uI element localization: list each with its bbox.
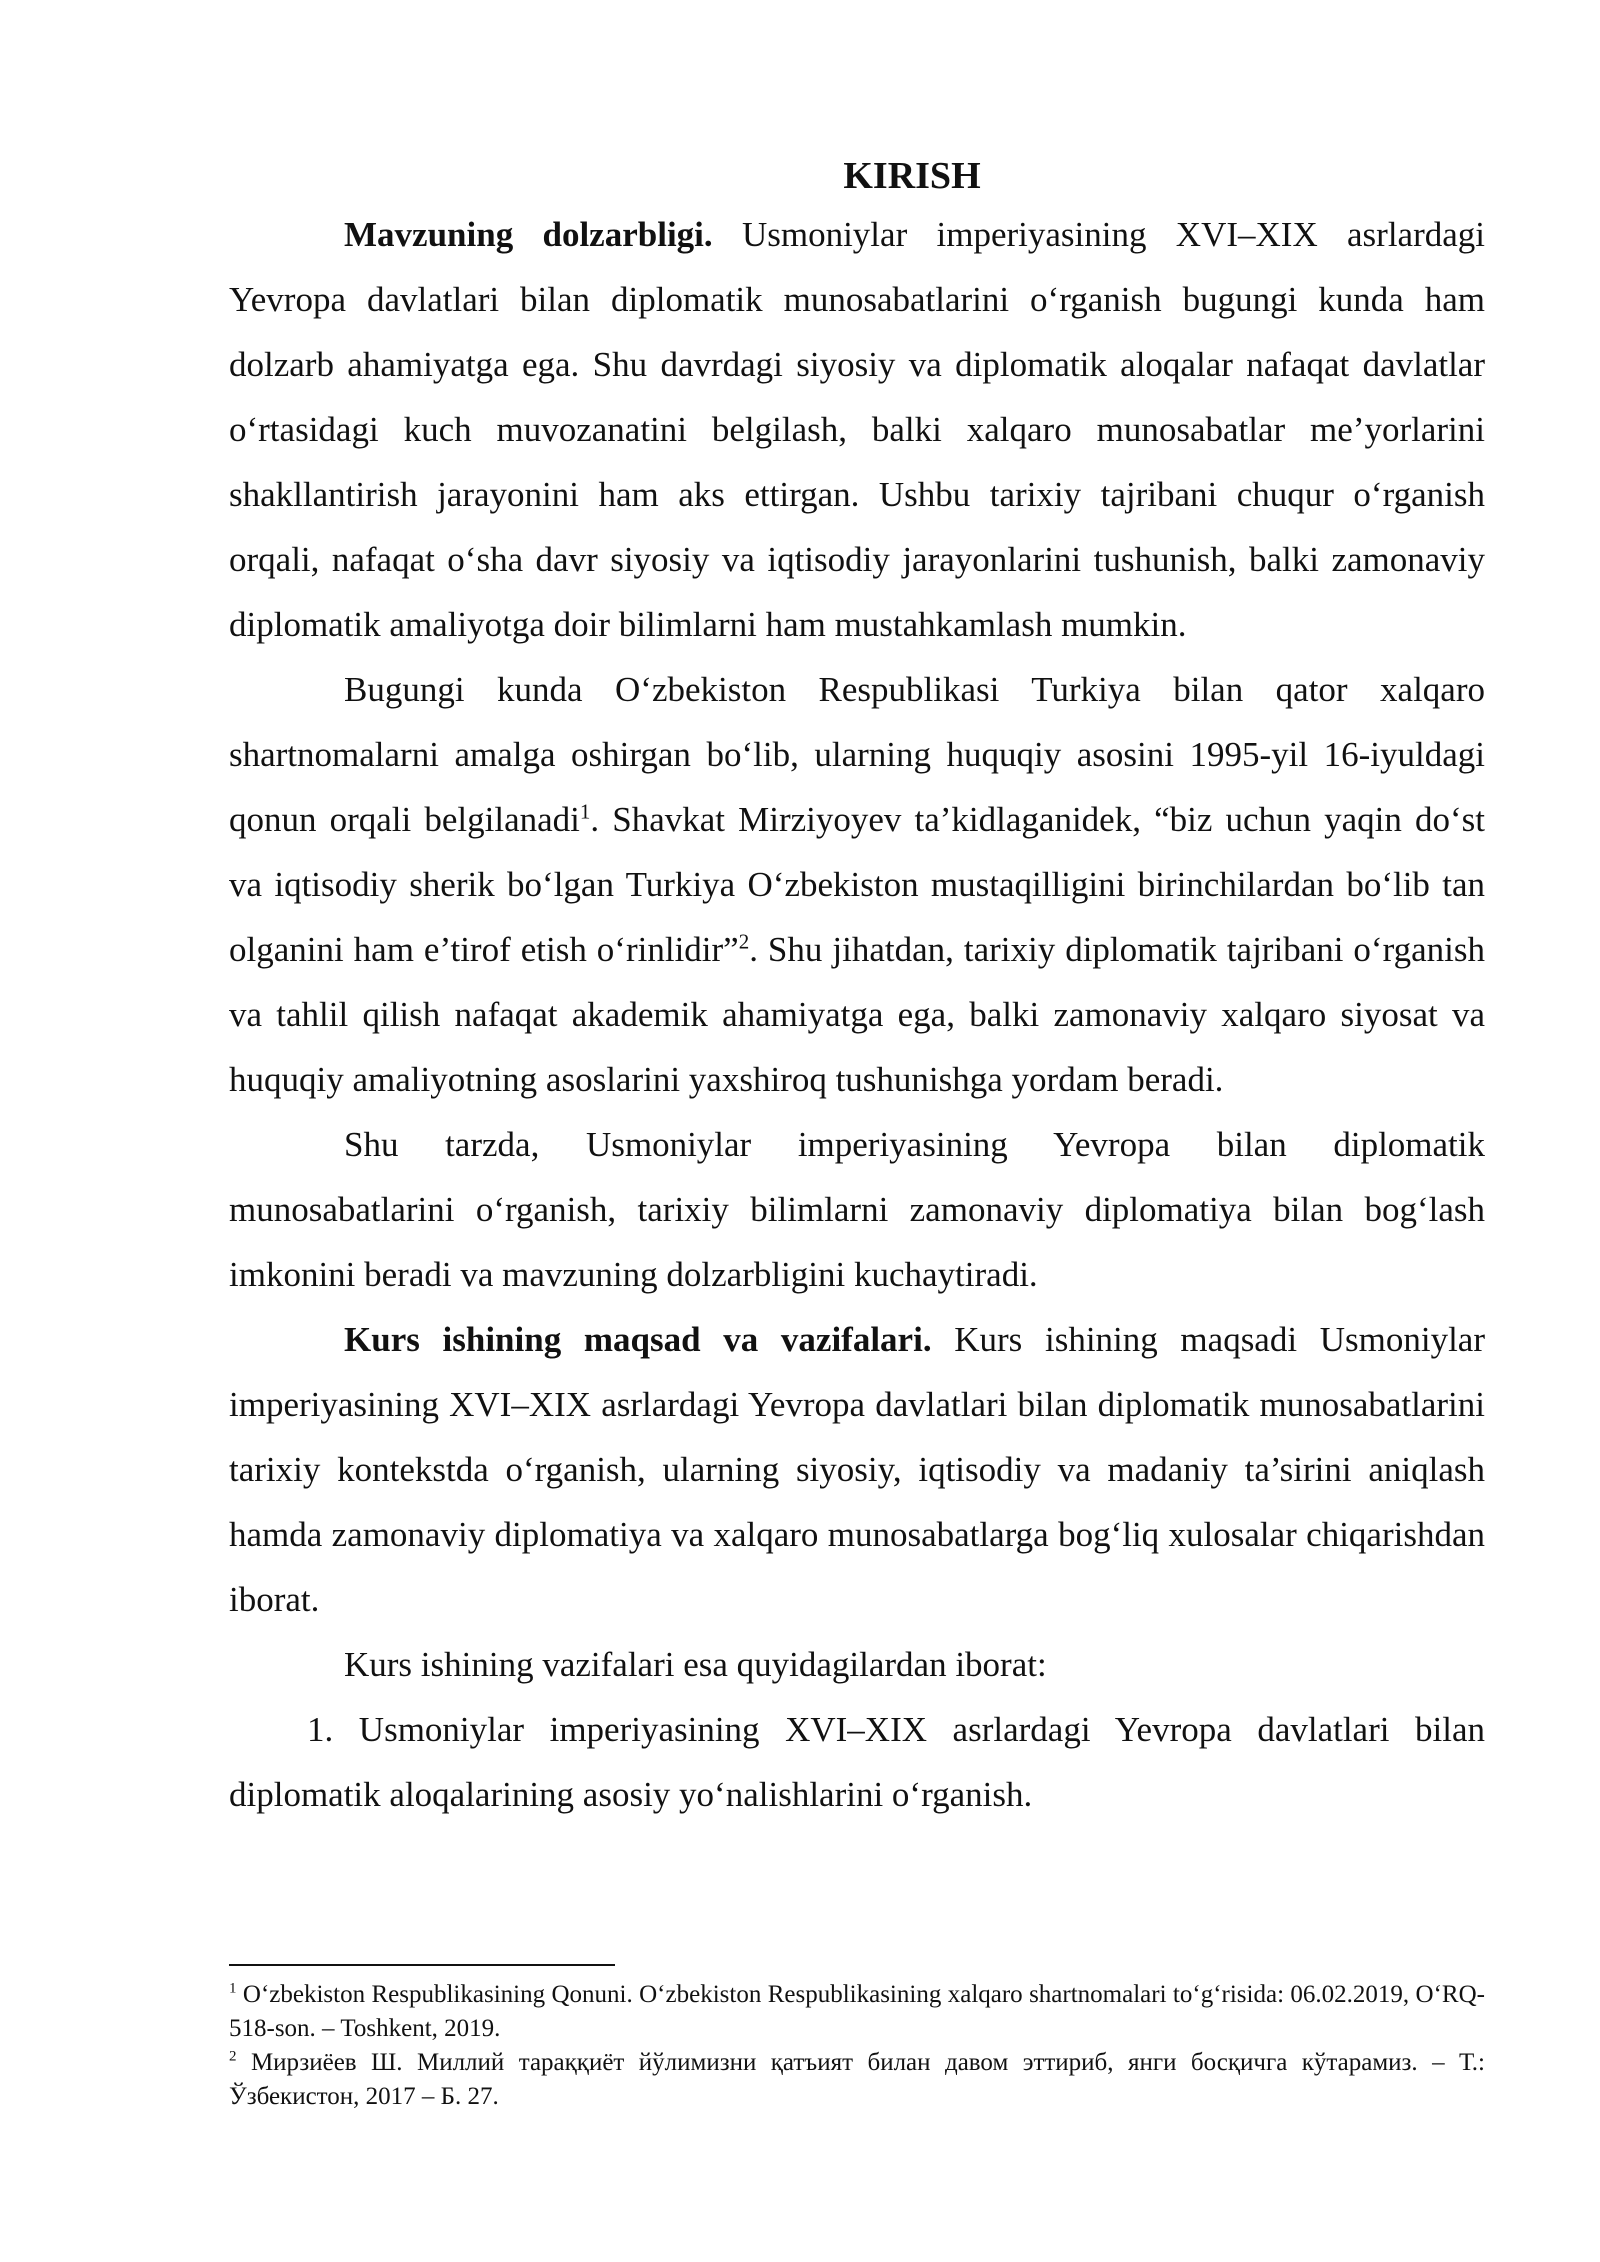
relevance-heading: Mavzuning dolzarbligi. [344, 215, 713, 254]
treaties-text-1: Bugungi kunda Oʻzbekiston Respublikasi Turkiya bilan qator xalqaro shartnomalarni amalga oshirgan boʻlib, ularning huquqiy asosini 1995-yil 16-iyuldagi qonun orqali belgilanadi [229, 670, 1485, 839]
page-title: KIRISH [843, 155, 981, 197]
footnote-ref-1[interactable]: 1 [579, 799, 591, 824]
goals-text: Kurs ishining maqsadi Usmoniylar imperiyasining XVI–XIX asrlardagi Yevropa davlatlari bilan diplomatik munosabatlarini tarixiy kontekstda oʻrganish, ularning siyosiy, iqtisodiy va madaniy ta’sirini aniqlash hamda zamonaviy diplomatiya va xalqaro munosabatlarga bogʻliq xulosalar chiqarishdan iborat. [229, 1320, 1485, 1619]
footnote-2-text: Мирзиёев Ш. Миллий тараққиёт йўлимизни қатъият билан давом эттириб, янги босқичга кўтарамиз. – Т.: Ўзбекистон, 2017 – Б. 27. [229, 2049, 1485, 2110]
list-item-text: Usmoniylar imperiyasining XVI–XIX asrlardagi Yevropa davlatlari bilan diplomatik aloqalarining asosiy yoʻnalishlarini oʻrganish. [229, 1710, 1485, 1814]
footnote-separator [229, 1964, 615, 1966]
footnote-1 [229, 1978, 1485, 2046]
list-item-number: 1. [307, 1710, 359, 1749]
footnote-1-text: Oʻzbekiston Respublikasining Qonuni. Oʻzbekiston Respublikasining xalqaro shartnomalari toʻgʻrisida: 06.02.2019, OʻRQ-518-son. – Toshkent, 2019. [229, 1981, 1485, 2042]
tasks-intro-paragraph: Kurs ishining vazifalari esa quyidagilardan iborat: [344, 1645, 1047, 1684]
footnote-ref-2[interactable]: 2 [738, 929, 750, 954]
list-item [229, 1697, 1485, 1827]
footnote-2 [229, 2046, 1485, 2114]
summary-paragraph: Shu tarzda, Usmoniylar imperiyasining Yevropa bilan diplomatik munosabatlarini oʻrganish, tarixiy bilimlarni zamonaviy diplomatiya bilan bogʻlash imkonini beradi va mavzuning dolzarbligini kuchaytiradi. [229, 1125, 1485, 1294]
treaties-text-2: . Shavkat Mirziyoyev ta’kidlaganidek, “biz uchun yaqin doʻst va iqtisodiy sherik boʻlgan Turkiya Oʻzbekiston mustaqilligini birinchilardan boʻlib tan olganini ham e’tirof etish oʻrinlidir” [229, 800, 1485, 969]
footnotes [229, 1978, 1485, 2114]
document-body [229, 150, 1485, 1827]
treaties-paragraph [229, 657, 1485, 1112]
relevance-text: Usmoniylar imperiyasining XVI–XIX asrlardagi Yevropa davlatlari bilan diplomatik munosabatlarini oʻrganish bugungi kunda ham dolzarb ahamiyatga ega. Shu davrdagi siyosiy va diplomatik aloqalar nafaqat davlatlar oʻrtasidagi kuch muvozanatini belgilash, balki xalqaro munosabatlar me’yorlarini shakllantirish jarayonini ham aks ettirgan. Ushbu tarixiy tajribani chuqur oʻrganish orqali, nafaqat oʻsha davr siyosiy va iqtisodiy jarayonlarini tushunish, balki zamonaviy diplomatik amaliyotga doir bilimlarni ham mustahkamlash mumkin. [229, 215, 1486, 644]
relevance-paragraph [229, 202, 1485, 657]
goals-paragraph [229, 1307, 1485, 1632]
footnote-mark-1: 1 [229, 1980, 237, 1997]
footnote-mark-2: 2 [229, 2048, 237, 2065]
goals-heading: Kurs ishining maqsad va vazifalari. [344, 1320, 932, 1359]
treaties-text-3: . Shu jihatdan, tarixiy diplomatik tajribani oʻrganish va tahlil qilish nafaqat akademik ahamiyatga ega, balki zamonaviy xalqaro siyosat va huquqiy amaliyotning asoslarini yaxshiroq tushunishga yordam beradi. [229, 930, 1485, 1099]
